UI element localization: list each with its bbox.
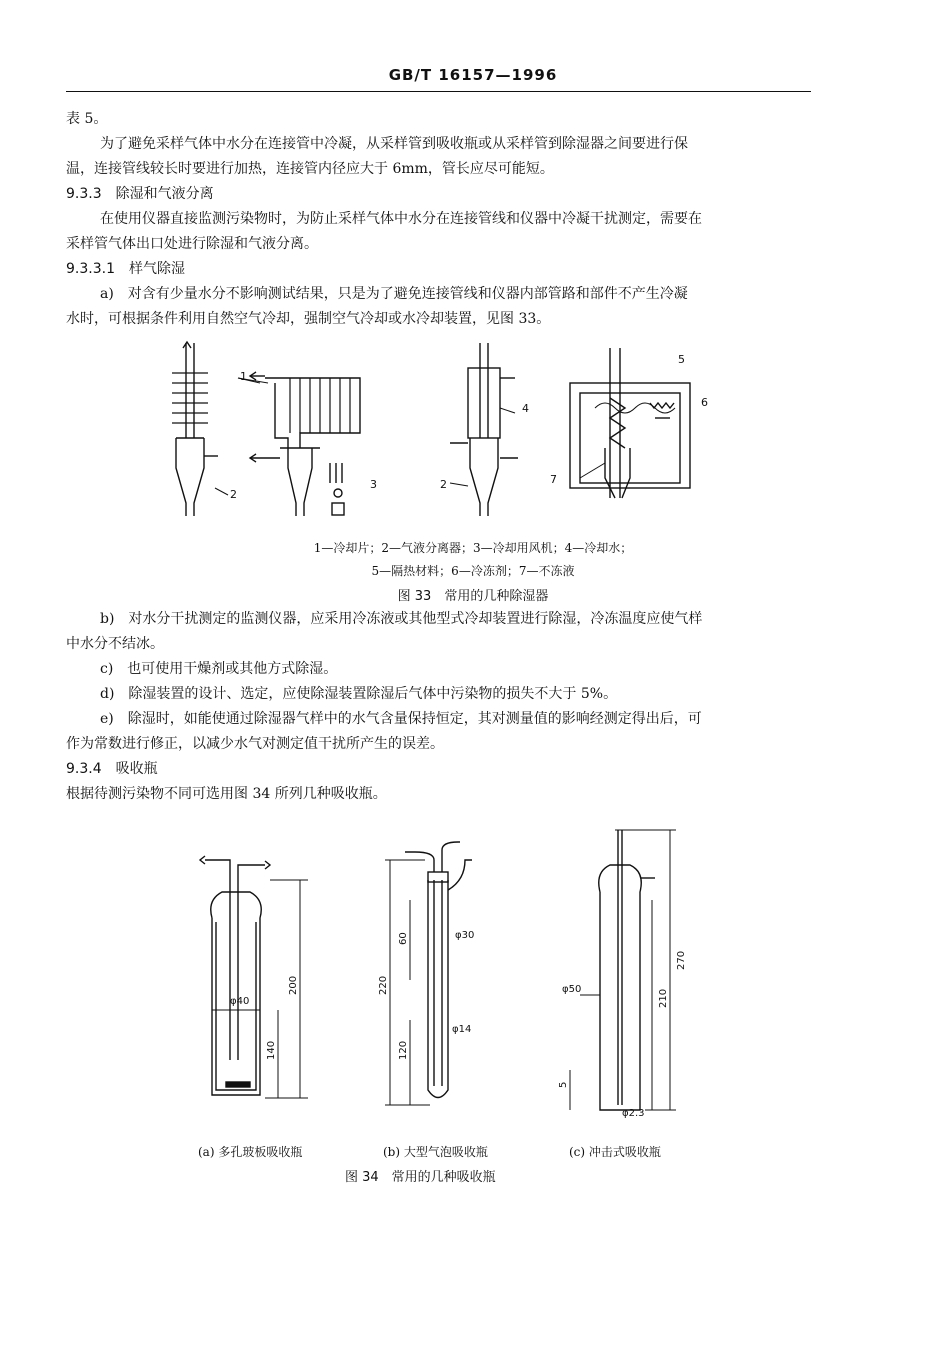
fig33-legend-2: 5—隔热材料；6—冷冻剂；7—不冻液 bbox=[371, 564, 575, 578]
fig33-label: 4 bbox=[522, 402, 529, 415]
text-line: 中水分不结冰。 bbox=[66, 636, 164, 652]
fig34c-dim: 5 bbox=[558, 1081, 569, 1088]
figure-34-absorption-bottles bbox=[190, 820, 710, 1120]
text-line: 采样管气体出口处进行除湿和气液分离。 bbox=[66, 236, 318, 252]
fig33-label: 2 bbox=[230, 488, 237, 501]
section-heading-9-3-3-1: 9.3.3.1 样气除湿 bbox=[66, 261, 185, 277]
fig33-label: 6 bbox=[701, 396, 708, 409]
text-line: e) 除湿时，如能使通过除湿器气样中的水气含量保持恒定，其对测量值的影响经测定得出后，可 bbox=[100, 711, 702, 727]
fig34a-dim: φ40 bbox=[230, 996, 250, 1007]
text-line: d) 除湿装置的设计、选定，应使除湿装置除湿后气体中污染物的损失不大于 5%。 bbox=[100, 686, 618, 702]
fig34a-dim: 140 bbox=[266, 1040, 277, 1060]
fig33-caption: 图 33 常用的几种除湿器 bbox=[397, 589, 549, 604]
text-line: b) 对水分干扰测定的监测仪器，应采用冷冻液或其他型式冷却装置进行除湿，冷冻温度应使气样 bbox=[100, 611, 703, 627]
fig34-sub-c: (c) 冲击式吸收瓶 bbox=[569, 1145, 661, 1159]
fig34a-dim: 200 bbox=[288, 975, 299, 995]
text-line: 水时，可根据条件利用自然空气冷却，强制空气冷却或水冷却装置，见图 33。 bbox=[66, 311, 551, 327]
text-line: 作为常数进行修正，以减少水气对测定值干扰所产生的误差。 bbox=[66, 736, 444, 752]
fig34b-dim: 60 bbox=[398, 932, 409, 945]
section-heading-9-3-4: 9.3.4 吸收瓶 bbox=[66, 761, 158, 777]
text-line: 在使用仪器直接监测污染物时，为防止采样气体中水分在连接管线和仪器中冷凝干扰测定，需要在 bbox=[100, 211, 702, 227]
fig34-sub-a: (a) 多孔玻板吸收瓶 bbox=[198, 1145, 303, 1159]
fig34b-dim: φ14 bbox=[452, 1024, 472, 1035]
fig34-sub-b: (b) 大型气泡吸收瓶 bbox=[383, 1145, 488, 1159]
fig33-label: 7 bbox=[550, 473, 557, 486]
text-line: 根据待测污染物不同可选用图 34 所列几种吸收瓶。 bbox=[66, 786, 387, 802]
fig33-legend-1: 1—冷却片；2—气液分离器；3—冷却用风机；4—冷却水； bbox=[313, 541, 633, 555]
fig34c-dim: 210 bbox=[658, 988, 669, 1008]
fig33-label: 2 bbox=[440, 478, 447, 491]
fig34b-dim: 120 bbox=[398, 1040, 409, 1060]
text-line: a) 对含有少量水分不影响测试结果，只是为了避免连接管线和仪器内部管路和部件不产生冷凝 bbox=[100, 286, 688, 302]
fig34-caption: 图 34 常用的几种吸收瓶 bbox=[345, 1170, 496, 1185]
fig34b-dim: φ30 bbox=[455, 930, 475, 941]
text-line: 表 5。 bbox=[66, 111, 108, 127]
text-line: c) 也可使用干燥剂或其他方式除湿。 bbox=[100, 661, 338, 677]
section-heading-9-3-3: 9.3.3 除湿和气液分离 bbox=[66, 186, 214, 202]
figure-33-dehumidifiers bbox=[150, 338, 710, 528]
text-line: 为了避免采样气体中水分在连接管中冷凝，从采样管到吸收瓶或从采样管到除湿器之间要进行保 bbox=[100, 136, 688, 152]
fig33-label: 5 bbox=[678, 353, 685, 366]
text-line: 温，连接管线较长时要进行加热，连接管内径应大于 6mm，管长应尽可能短。 bbox=[66, 161, 554, 177]
fig34c-dim: φ50 bbox=[562, 984, 582, 995]
standard-header: GB/T 16157—1996 bbox=[388, 66, 558, 84]
fig34b-dim: 220 bbox=[378, 975, 389, 995]
fig34c-dim: 270 bbox=[676, 950, 687, 970]
fig34c-dim: φ2.3 bbox=[622, 1108, 645, 1119]
header-rule bbox=[66, 91, 811, 92]
fig33-label: 3 bbox=[370, 478, 377, 491]
fig33-label: 1 bbox=[240, 370, 247, 383]
